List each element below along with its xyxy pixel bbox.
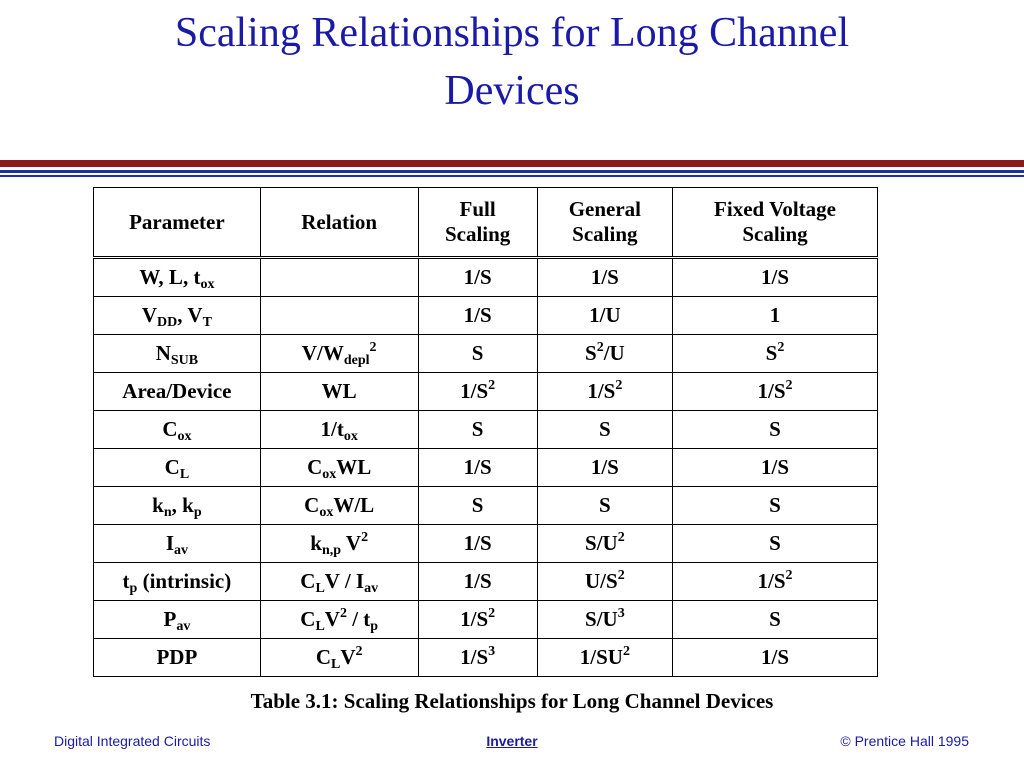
footer-copyright: © Prentice Hall 1995 [840, 733, 969, 749]
text: V/W [301, 341, 344, 365]
footer-course-title: Digital Integrated Circuits [54, 733, 211, 749]
cell-relation [260, 487, 418, 525]
cell-fixed [673, 639, 878, 677]
text: U/S [585, 569, 618, 593]
text: 1/S [590, 455, 619, 479]
text: 1/S [463, 265, 492, 289]
text: 1/S [761, 265, 790, 289]
cell-fixed [673, 297, 878, 335]
cell-full [418, 525, 537, 563]
cell-relation [260, 449, 418, 487]
text: C [300, 569, 316, 593]
cell-relation [260, 297, 418, 335]
subscript: n,p [321, 543, 342, 558]
cell-fixed [673, 335, 878, 373]
superscript: 2 [785, 378, 793, 393]
cell-parameter [94, 639, 261, 677]
subscript: n [163, 505, 172, 520]
text: C [164, 455, 180, 479]
cell-full [418, 411, 537, 449]
cell-fixed [673, 411, 878, 449]
text: S [769, 417, 781, 441]
cell-general [537, 563, 672, 601]
text: V [341, 531, 362, 555]
cell-full [418, 639, 537, 677]
text: , V [177, 303, 203, 327]
text: 1/S [460, 645, 489, 669]
cell-fixed [673, 373, 878, 411]
text: S [765, 341, 778, 365]
header-full-scaling [418, 188, 537, 258]
cell-full [418, 563, 537, 601]
table-row [94, 449, 878, 487]
text: P [163, 607, 177, 631]
cell-general [537, 525, 672, 563]
cell-relation [260, 525, 418, 563]
superscript: 2 [361, 530, 369, 545]
text: C [162, 417, 178, 441]
subscript: av [176, 619, 191, 634]
text: 1/S [590, 265, 619, 289]
text: W, L, t [139, 265, 201, 289]
subscript: T [202, 315, 212, 330]
table-row [94, 297, 878, 335]
superscript: 2 [785, 568, 793, 583]
subscript: av [364, 581, 379, 596]
table-row [94, 601, 878, 639]
header-relation: Relation [260, 188, 418, 258]
cell-relation [260, 411, 418, 449]
text: S [769, 531, 781, 555]
text: C [300, 607, 316, 631]
text: WL [321, 379, 357, 403]
cell-relation [260, 373, 418, 411]
subscript: ox [200, 277, 215, 292]
cell-fixed [673, 563, 878, 601]
text: 1/S [463, 303, 492, 327]
table-row [94, 258, 878, 297]
text: S [471, 493, 484, 517]
subscript: SUB [170, 353, 199, 368]
table-row [94, 525, 878, 563]
text: C [304, 493, 320, 517]
cell-full [418, 258, 537, 297]
text: N [155, 341, 171, 365]
subscript: ox [343, 429, 358, 444]
cell-relation [260, 258, 418, 297]
subscript: ox [322, 467, 337, 482]
header-fixed-line2: Scaling [742, 222, 808, 246]
title-rule-blue-bottom [0, 175, 1024, 177]
cell-full [418, 297, 537, 335]
cell-parameter [94, 487, 261, 525]
cell-general [537, 487, 672, 525]
text: I [165, 531, 174, 555]
superscript: 2 [355, 644, 363, 659]
subscript: av [174, 543, 188, 558]
subscript: L [315, 581, 325, 596]
text: V [324, 607, 340, 631]
cell-fixed [673, 258, 878, 297]
table-row [94, 563, 878, 601]
cell-general [537, 297, 672, 335]
text: 1/S [460, 607, 489, 631]
cell-full [418, 335, 537, 373]
text: 1/S [460, 379, 489, 403]
cell-full [418, 373, 537, 411]
text: k [152, 493, 164, 517]
text: C [315, 645, 331, 669]
text: V [141, 303, 158, 327]
text: (intrinsic) [137, 569, 232, 593]
cell-parameter [94, 563, 261, 601]
superscript: 2 [622, 644, 630, 659]
table-caption: Table 3.1: Scaling Relationships for Long Channel Devices [250, 689, 774, 713]
header-parameter: Parameter [94, 188, 261, 258]
superscript: 3 [617, 606, 625, 621]
text: 1/t [320, 417, 344, 441]
text: 1/S [587, 379, 616, 403]
cell-parameter [94, 373, 261, 411]
cell-relation [260, 335, 418, 373]
text: 1/S [463, 455, 492, 479]
superscript: 2 [596, 340, 604, 355]
cell-general [537, 411, 672, 449]
scaling-table [93, 187, 878, 677]
cell-relation [260, 639, 418, 677]
cell-parameter [94, 411, 261, 449]
text: C [307, 455, 323, 479]
header-general-line2: Scaling [572, 222, 638, 246]
subscript: p [370, 619, 379, 634]
text: / t [346, 607, 371, 631]
header-full-line2: Scaling [444, 222, 511, 246]
text: k [310, 531, 322, 555]
text: 1/S [757, 379, 786, 403]
text: S [585, 341, 597, 365]
header-general-line1: General [568, 197, 642, 221]
text: 1/S [463, 531, 492, 555]
text: t [122, 569, 130, 593]
subscript: p [193, 505, 202, 520]
text: 1/S [761, 645, 790, 669]
cell-fixed [673, 525, 878, 563]
text: 1/SU [579, 645, 623, 669]
text: S [769, 493, 781, 517]
superscript: 2 [617, 530, 625, 545]
cell-general [537, 639, 672, 677]
text: S [599, 493, 611, 517]
text: S/U [585, 607, 618, 631]
cell-general [537, 601, 672, 639]
cell-parameter [94, 297, 261, 335]
cell-fixed [673, 449, 878, 487]
table-row [94, 639, 878, 677]
text: , k [171, 493, 194, 517]
superscript: 2 [617, 568, 625, 583]
cell-full [418, 487, 537, 525]
text: Area/Device [122, 379, 232, 403]
text: 1/S [463, 569, 492, 593]
table-row [94, 335, 878, 373]
text: /U [603, 341, 625, 365]
subscript: DD [157, 315, 178, 330]
superscript: 2 [488, 606, 496, 621]
slide-title-line2: Devices [444, 68, 580, 114]
cell-fixed [673, 601, 878, 639]
cell-relation [260, 563, 418, 601]
header-fixed-voltage-scaling [673, 188, 878, 258]
subscript: ox [319, 505, 334, 520]
text: 1/S [761, 455, 790, 479]
cell-general [537, 373, 672, 411]
title-rule-red [0, 160, 1024, 167]
text: WL [336, 455, 372, 479]
cell-parameter [94, 258, 261, 297]
table-row [94, 487, 878, 525]
cell-parameter [94, 335, 261, 373]
superscript: 2 [369, 340, 377, 355]
superscript: 2 [488, 378, 496, 393]
superscript: 2 [615, 378, 623, 393]
text: S [769, 607, 781, 631]
subscript: L [179, 467, 190, 482]
cell-full [418, 601, 537, 639]
cell-general [537, 449, 672, 487]
header-general-scaling [537, 188, 672, 258]
cell-general [537, 258, 672, 297]
title-rule-blue-top [0, 170, 1024, 173]
text: S [471, 341, 484, 365]
header-full-line1: Full [459, 197, 496, 221]
header-fixed-line1: Fixed Voltage [714, 197, 836, 221]
cell-fixed [673, 487, 878, 525]
text: S/U [585, 531, 618, 555]
text: V / I [324, 569, 365, 593]
text: 1 [769, 303, 781, 327]
text: PDP [156, 645, 198, 669]
cell-full [418, 449, 537, 487]
table-header-row [94, 188, 878, 258]
cell-parameter [94, 525, 261, 563]
cell-general [537, 335, 672, 373]
superscript: 2 [339, 606, 347, 621]
cell-parameter [94, 449, 261, 487]
text: S [599, 417, 611, 441]
superscript: 2 [777, 340, 785, 355]
text: 1/U [589, 303, 621, 327]
subscript: depl [343, 353, 370, 368]
table-row [94, 373, 878, 411]
footer-chapter-link[interactable]: Inverter [486, 733, 538, 749]
slide-title [0, 4, 1024, 120]
text: W/L [333, 493, 375, 517]
text: 1/S [757, 569, 786, 593]
subscript: ox [177, 429, 192, 444]
subscript: p [129, 581, 138, 596]
subscript: L [331, 657, 341, 672]
cell-relation [260, 601, 418, 639]
slide-title-line1: Scaling Relationships for Long Channel [174, 10, 850, 56]
text: S [471, 417, 484, 441]
superscript: 3 [488, 644, 496, 659]
text: V [340, 645, 356, 669]
cell-parameter [94, 601, 261, 639]
table-row [94, 411, 878, 449]
subscript: L [315, 619, 325, 634]
